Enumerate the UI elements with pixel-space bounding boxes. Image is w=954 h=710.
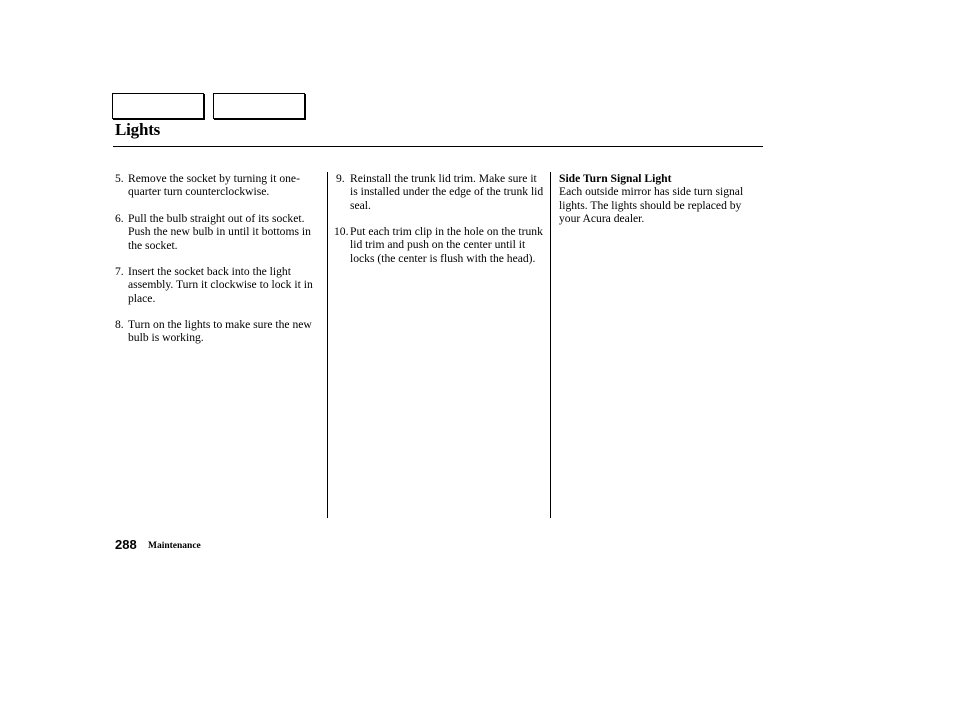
step-text: Insert the socket back into the light assembly. Turn it clockwise to lock it in place. <box>128 265 313 305</box>
subsection-body: Each outside mirror has side turn signal lights. The lights should be replaced by your Acura dealer. <box>559 185 744 226</box>
step-number: 9. <box>336 172 345 185</box>
page-title: Lights <box>115 120 161 139</box>
step-text: Remove the socket by turning it one-quarter turn counterclockwise. <box>128 172 300 199</box>
step-number: 8. <box>115 318 124 331</box>
step-10 <box>334 225 546 265</box>
step-text: Turn on the lights to make sure the new bulb is working. <box>128 318 312 345</box>
step-number: 5. <box>115 172 124 185</box>
step-number: 6. <box>115 212 124 225</box>
step-7 <box>115 265 323 305</box>
step-number: 7. <box>115 265 124 278</box>
step-text: Put each trim clip in the hole on the trunk lid trim and push on the center until it locks (the center is flush with the head). <box>350 225 543 265</box>
title-divider <box>113 146 763 147</box>
subsection-heading: Side Turn Signal Light <box>559 172 672 185</box>
step-8 <box>115 318 323 345</box>
nav-box-previous[interactable] <box>112 93 204 119</box>
column-divider <box>550 172 551 518</box>
column-divider <box>327 172 328 518</box>
step-9 <box>336 172 546 212</box>
step-6 <box>115 212 323 252</box>
step-text: Pull the bulb straight out of its socket. Push the new bulb in until it bottoms in the socket. <box>128 212 311 252</box>
footer-section-name: Maintenance <box>148 541 201 551</box>
step-5 <box>115 172 323 199</box>
step-text: Reinstall the trunk lid trim. Make sure it is installed under the edge of the trunk lid seal. <box>350 172 544 212</box>
nav-box-next[interactable] <box>213 93 305 119</box>
column-3 <box>559 172 759 226</box>
page-number: 288 <box>115 537 137 552</box>
step-number: 10. <box>334 225 349 238</box>
